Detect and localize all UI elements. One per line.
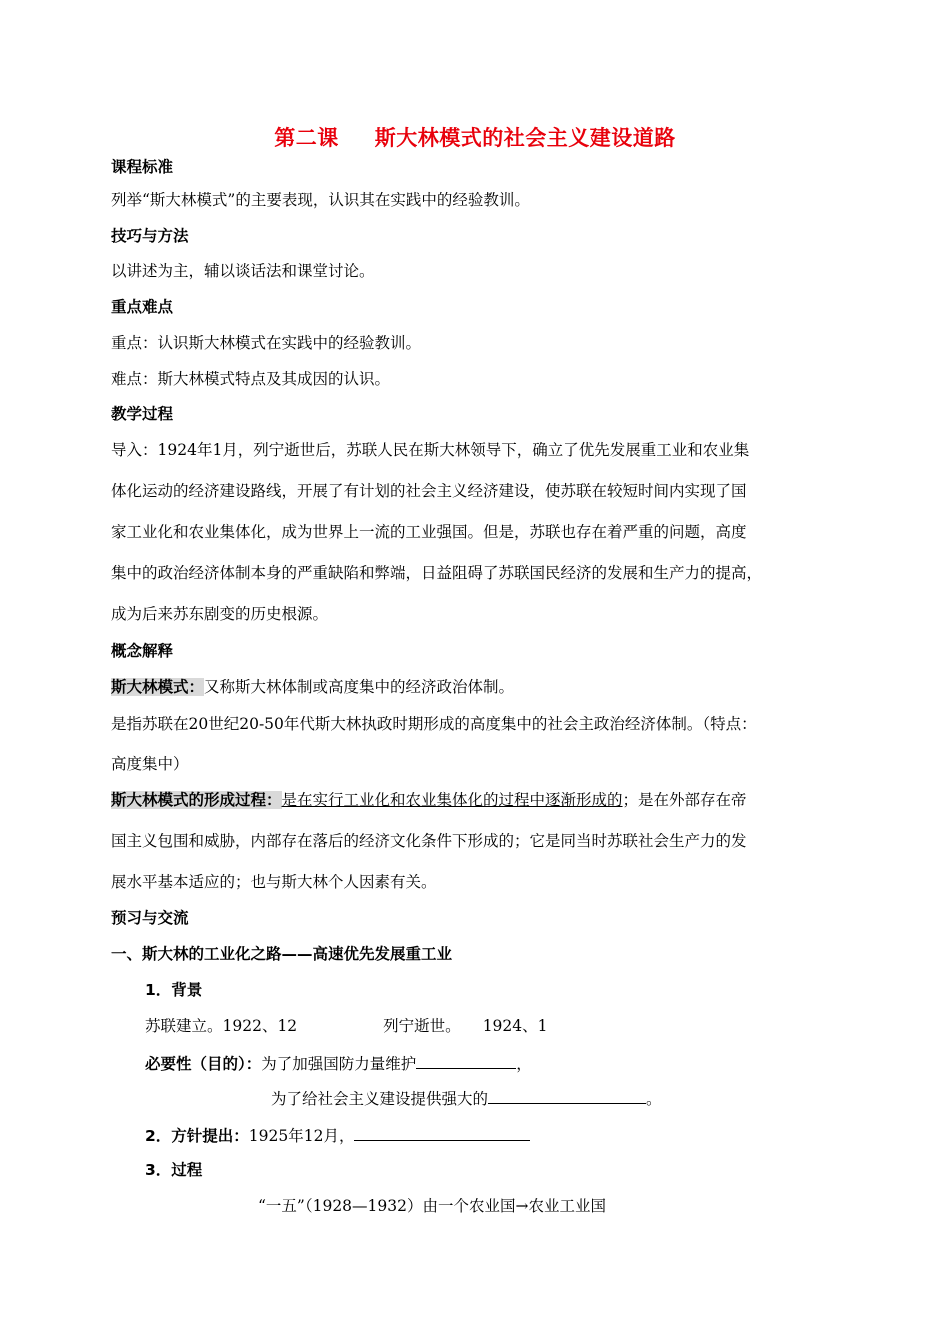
subheading-background: 1．背景 [145,981,203,999]
punctuation: ， [516,1055,532,1073]
difficult-point-text: 难点：斯大林模式特点及其成因的认识。 [111,370,391,388]
concept-label: 斯大林模式： [111,678,205,696]
necessity-line [271,1088,662,1109]
background-line [145,1016,548,1036]
intro-line: 集中的政治经济体制本身的严重缺陷和弊端，日益阻碍了苏联国民经济的发展和生产力的提高， [111,564,763,582]
fill-blank[interactable] [416,1053,516,1069]
formation-rest: ；是在外部存在帝 [622,791,747,809]
necessity-text: 为了给社会主义建设提供强大的 [271,1090,489,1108]
concept-line: 是指苏联在20世纪20-50年代斯大林执政时期形成的高度集中的社会主政治经济体制。（特点： [111,715,757,733]
intro-line: 成为后来苏东剧变的历史根源。 [111,605,329,623]
background-item: 苏联建立。1922、12 [145,1017,298,1035]
heading-concept: 概念解释 [111,642,174,660]
heading-method: 技巧与方法 [111,227,189,245]
formation-underlined: 是在实行工业化和农业集体化的过程中逐渐形成的 [281,791,623,809]
lesson-title: 斯大林模式的社会主义建设道路 [374,126,676,150]
lesson-number: 第二课 [274,126,339,150]
policy-text: 1925年12月， [248,1127,355,1145]
heading-preview: 预习与交流 [111,909,189,927]
heading-key-points: 重点难点 [111,298,174,316]
formation-label: 斯大林模式的形成过程： [111,791,282,809]
course-standard-text: 列举“斯大林模式”的主要表现，认识其在实践中的经验教训。 [111,191,530,209]
punctuation: 。 [646,1090,662,1108]
method-text: 以讲述为主，辅以谈话法和课堂讨论。 [111,262,375,280]
necessity-label: 必要性（目的）： [145,1055,262,1073]
necessity-line [145,1053,532,1074]
concept-line: 高度集中） [111,755,189,773]
policy-line [145,1125,530,1146]
key-point-text: 重点：认识斯大林模式在实践中的经验教训。 [111,334,422,352]
necessity-text: 为了加强国防力量维护 [261,1055,417,1073]
formation-line: 展水平基本适应的；也与斯大林个人因素有关。 [111,873,437,891]
concept-definition [111,677,514,697]
heading-teaching-process: 教学过程 [111,405,174,423]
formation-line [111,790,747,810]
heading-course-standard: 课程标准 [111,158,174,176]
background-item: 1924、1 [482,1017,548,1035]
concept-text: 又称斯大林体制或高度集中的经济政治体制。 [204,678,515,696]
formation-line: 国主义包围和威胁，内部存在落后的经济文化条件下形成的；它是同当时苏联社会生产力的发 [111,832,747,850]
intro-line: 体化运动的经济建设路线，开展了有计划的社会主义经济建设，使苏联在较短时间内实现了国 [111,482,747,500]
fill-blank[interactable] [354,1125,530,1141]
policy-label: 2．方针提出： [145,1127,249,1145]
intro-line: 导入：1924年1月，列宁逝世后，苏联人民在斯大林领导下，确立了优先发展重工业和农业集 [111,441,750,459]
process-item: “一五”（1928—1932）由一个农业国→农业工业国 [258,1197,606,1215]
intro-line: 家工业化和农业集体化，成为世界上一流的工业强国。但是，苏联也存在着严重的问题，高度 [111,523,747,541]
fill-blank[interactable] [488,1088,646,1104]
subheading-process: 3．过程 [145,1161,203,1179]
background-item: 列宁逝世。 [383,1017,461,1035]
section-heading: 一、斯大林的工业化之路——高速优先发展重工业 [111,945,453,963]
page-title [0,122,950,152]
